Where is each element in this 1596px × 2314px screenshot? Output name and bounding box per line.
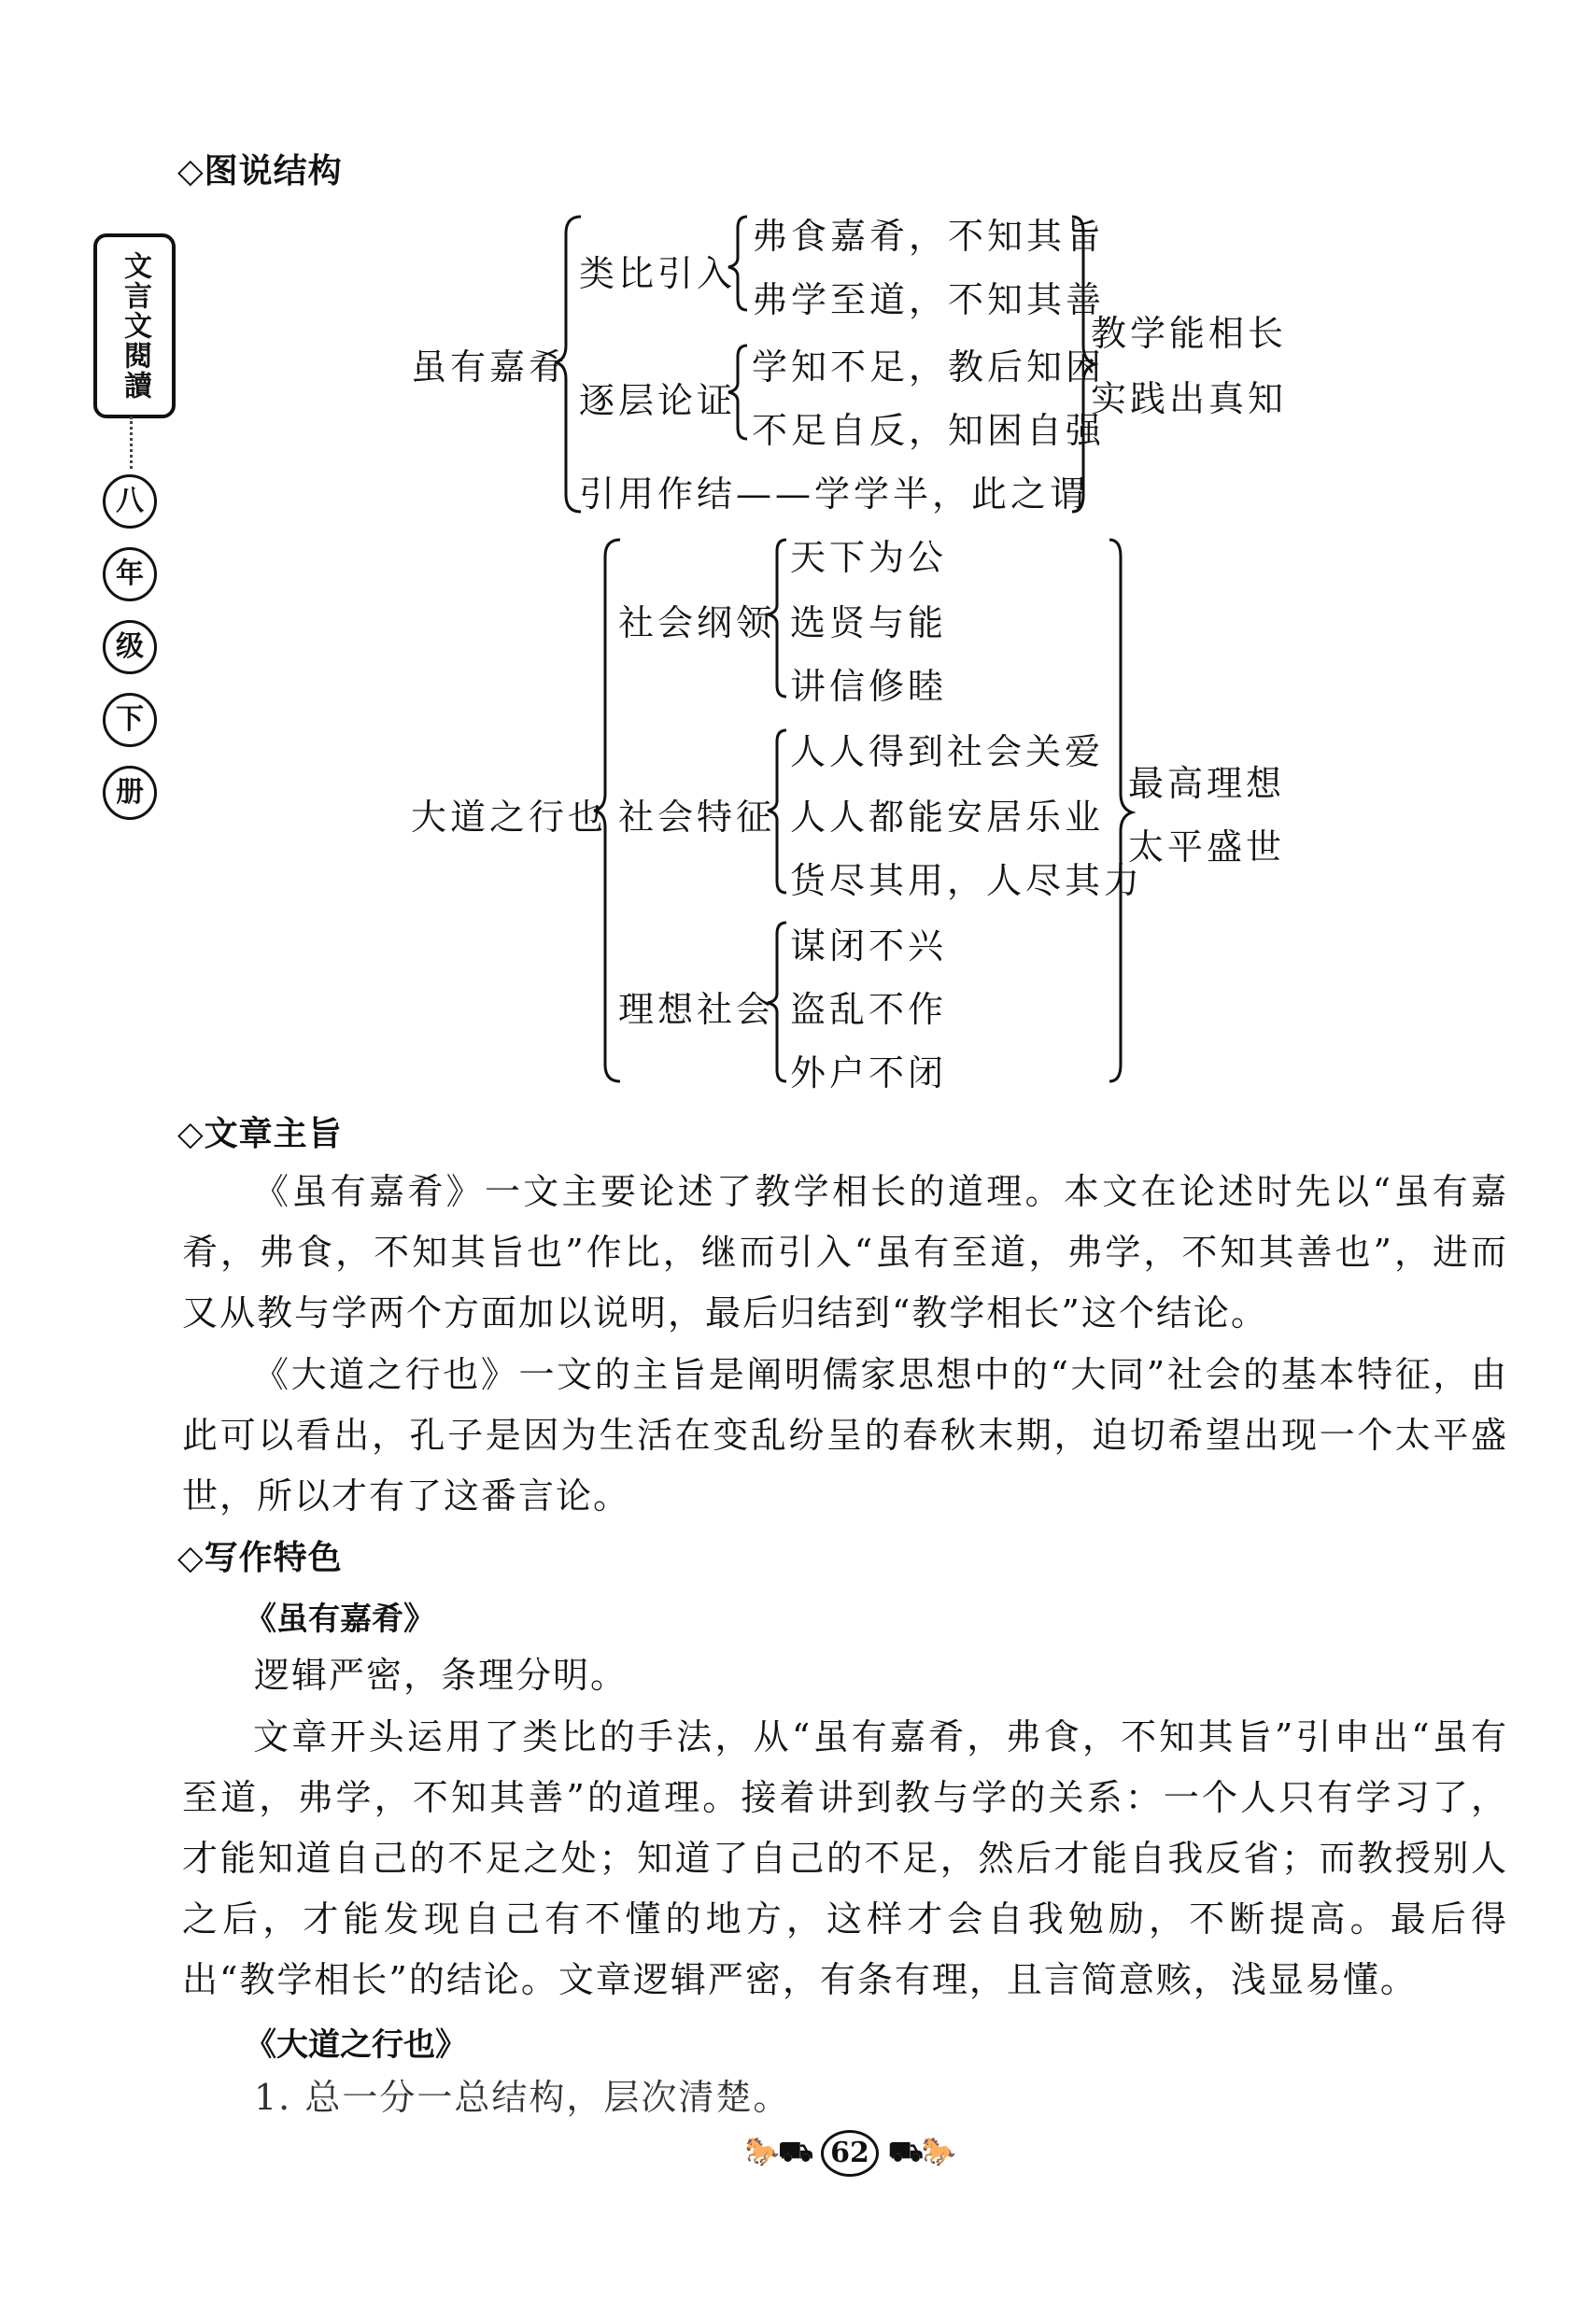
d2-b3-label: 理想社会: [618, 989, 776, 1030]
grade-char-1: 八: [103, 474, 157, 529]
page-footer: [710, 2125, 990, 2181]
d2-right-brace: [1109, 540, 1132, 1081]
d1-b2-item-2: 不足自反，知困自强: [752, 410, 1106, 451]
d2-b1-item-1: 天下为公: [790, 537, 948, 578]
features-title-2: 《大道之行也》: [245, 2026, 467, 2064]
grade-char-5: 册: [103, 766, 157, 820]
features-line-2: 1. 总一分一总结构，层次清楚。: [254, 2077, 791, 2118]
d1-root: 虽有嘉肴: [411, 346, 569, 388]
theme-paragraph-1: 《虽有嘉肴》一文主要论述了教学相长的道理。本文在论述时先以“虽有嘉肴，弗食，不知其旨也”作比，继而引入“虽有至道，弗学，不知其善也”，进而又从教与学两个方面加以说明，最后归结到“教学相长”这个结论。: [182, 1171, 1508, 1333]
page-number: 62: [821, 2130, 879, 2177]
d2-b3-item-1: 谋闭不兴: [790, 925, 948, 967]
theme-heading: ◇文章主旨: [177, 1115, 343, 1153]
theme-paragraph-2: 《大道之行也》一文的主旨是阐明儒家思想中的“大同”社会的基本特征，由此可以看出，孔子是因为生活在变乱纷呈的春秋末期，迫切希望出现一个太平盛世，所以才有了这番言论。: [182, 1354, 1508, 1517]
d2-conclusion-2: 太平盛世: [1128, 826, 1286, 868]
d2-b2-label: 社会特征: [618, 797, 776, 838]
d2-b1-item-2: 选贤与能: [790, 602, 948, 643]
grade-char-2: 年: [103, 547, 157, 601]
features-heading: ◇写作特色: [177, 1539, 343, 1577]
cart-right-icon: ⛟🐎: [888, 2135, 955, 2168]
d1-conclusion-1: 教学能相长: [1091, 313, 1288, 354]
d2-b2-item-1: 人人得到社会关爱: [790, 731, 1105, 772]
d1-b2-item-1: 学知不足，教后知困: [752, 346, 1106, 388]
features-paragraph-1: 文章开头运用了类比的手法，从“虽有嘉肴，弗食，不知其旨”引申出“虽有至道，弗学，不知其善”的道理。接着讲到教与学的关系：一个人只有学习了，才能知道自己的不足之处；知道了自己的不足，然后才能自我反省；而教授别人之后，才能发现自己有不懂的地方，这样才会自我勉励，不断提高。最后得出“教学相长”的结论。文章逻辑严密，有条有理，且言简意赅，浅显易懂。: [182, 1716, 1508, 2000]
d2-b2-item-2: 人人都能安居乐业: [790, 797, 1105, 838]
d1-b1-label: 类比引入: [579, 253, 737, 294]
d1-b1-item-2: 弗学至道，不知其善: [752, 279, 1106, 320]
features-line-1: 逻辑严密，条理分明。: [254, 1655, 629, 1696]
d2-b3-item-2: 盗乱不作: [790, 989, 948, 1030]
d2-b1-item-3: 讲信修睦: [790, 666, 948, 707]
cart-left-icon: 🐎⛟: [744, 2135, 812, 2168]
seal-text: 文言文閱讀: [119, 251, 151, 401]
grade-char-3: 级: [103, 620, 157, 674]
d1-b2-label: 逐层论证: [579, 380, 737, 421]
d1-b1-item-1: 弗食嘉肴，不知其旨: [752, 216, 1106, 257]
d2-b2-item-3: 货尽其用，人尽其力: [790, 860, 1144, 901]
d2-b3-item-3: 外户不闭: [790, 1052, 948, 1094]
grade-char-4: 下: [103, 693, 157, 747]
diagram-heading: ◇图说结构: [177, 152, 343, 190]
d1-b3: 引用作结——学学半，此之谓: [579, 473, 1090, 515]
features-title-1: 《虽有嘉肴》: [245, 1601, 435, 1638]
d1-conclusion-2: 实践出真知: [1091, 378, 1288, 419]
d2-b1-label: 社会纲领: [618, 602, 776, 643]
d2-conclusion-1: 最高理想: [1128, 763, 1286, 804]
d2-root: 大道之行也: [411, 797, 608, 838]
